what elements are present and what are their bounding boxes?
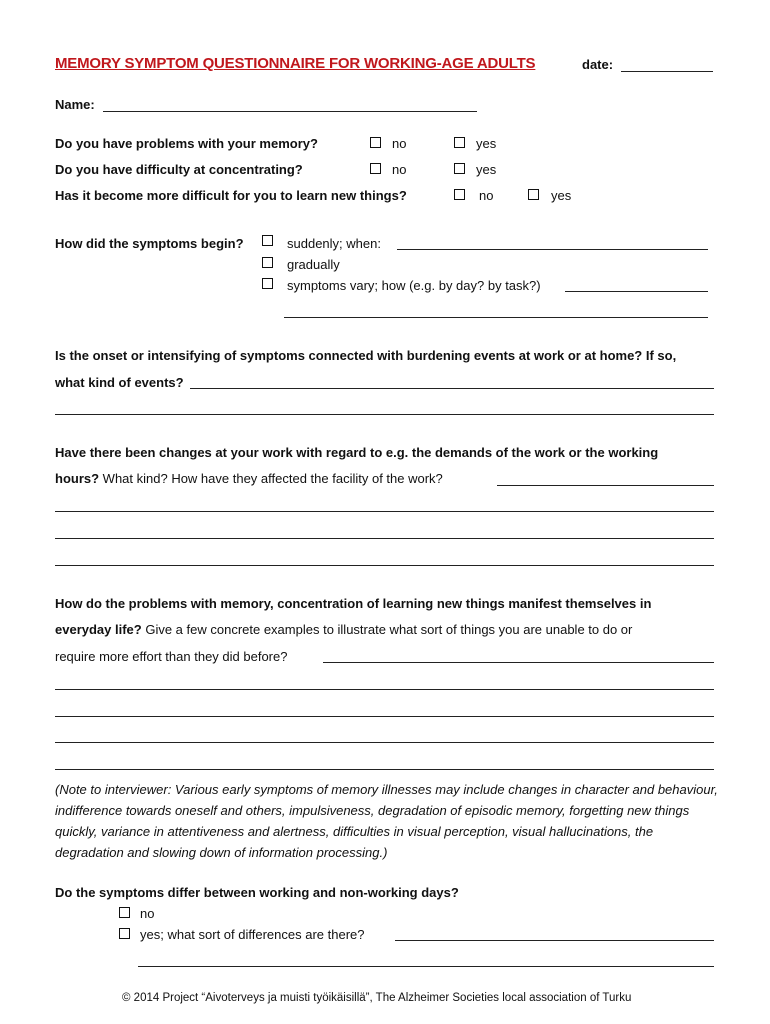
work-answer-line[interactable] — [55, 511, 714, 512]
name-label: Name: — [55, 97, 95, 112]
everyday-answer-line[interactable] — [55, 716, 714, 717]
question-begin: How did the symptoms begin? — [55, 236, 244, 251]
question-memory: Do you have problems with your memory? — [55, 136, 318, 151]
begin-vary-label: symptoms vary; how (e.g. by day? by task?) — [287, 278, 541, 293]
date-field[interactable] — [621, 71, 713, 72]
question-everyday-cont2: require more effort than they did before? — [55, 649, 288, 664]
begin-suddenly-field[interactable] — [397, 249, 708, 250]
days-answer-line[interactable] — [395, 940, 714, 941]
onset-answer-line[interactable] — [190, 388, 714, 389]
question-everyday: How do the problems with memory, concentration of learning new things manifest themselves in — [55, 596, 652, 611]
question-work-rest: What kind? How have they affected the facility of the work? — [99, 471, 443, 486]
question-everyday-bold: everyday life? — [55, 622, 142, 637]
days-yes-label: yes; what sort of differences are there? — [140, 927, 365, 942]
question-work-bold: hours? — [55, 471, 100, 486]
memory-yes-label: yes — [476, 136, 497, 151]
work-answer-line[interactable] — [497, 485, 714, 486]
begin-gradually-label: gradually — [287, 257, 340, 272]
memory-yes-checkbox[interactable] — [454, 137, 465, 148]
learning-no-checkbox[interactable] — [454, 189, 465, 200]
concentrating-yes-label: yes — [476, 162, 497, 177]
work-answer-line[interactable] — [55, 565, 714, 566]
onset-answer-line[interactable] — [55, 414, 714, 415]
date-label: date: — [582, 57, 614, 72]
interviewer-note: (Note to interviewer: Various early symptoms of memory illnesses may include changes in character and behaviour, indifference towards oneself and others, impulsiveness, degradation of episodic memory, forgetting new things quickly, variance in attentiveness and alertness, difficulties in visual perception, visual hallucinations, the degradation and slowing down of information processing.) — [55, 782, 718, 860]
question-work-cont — [55, 471, 443, 486]
begin-vary-field[interactable] — [565, 291, 708, 292]
question-everyday-cont — [55, 622, 632, 637]
question-concentrating: Do you have difficulty at concentrating? — [55, 162, 303, 177]
question-onset-cont: what kind of events? — [55, 375, 184, 390]
concentrating-no-checkbox[interactable] — [370, 163, 381, 174]
everyday-answer-line[interactable] — [323, 662, 714, 663]
footer-copyright: © 2014 Project “Aivoterveys ja muisti työikäisillä”, The Alzheimer Societies local association of Turku — [122, 992, 632, 1004]
days-no-checkbox[interactable] — [119, 907, 130, 918]
begin-gradually-checkbox[interactable] — [262, 257, 273, 268]
concentrating-yes-checkbox[interactable] — [454, 163, 465, 174]
begin-extra-line[interactable] — [284, 317, 708, 318]
memory-no-label: no — [392, 136, 407, 151]
days-no-label: no — [140, 906, 155, 921]
everyday-answer-line[interactable] — [55, 742, 714, 743]
question-onset: Is the onset or intensifying of symptoms connected with burdening events at work or at home? If so, — [55, 348, 677, 363]
memory-no-checkbox[interactable] — [370, 137, 381, 148]
question-everyday-rest: Give a few concrete examples to illustrate what sort of things you are unable to do or — [141, 622, 633, 637]
begin-suddenly-checkbox[interactable] — [262, 235, 273, 246]
days-answer-line[interactable] — [138, 966, 714, 967]
begin-suddenly-label: suddenly; when: — [287, 236, 381, 251]
learning-yes-label: yes — [551, 188, 572, 203]
form-title: MEMORY SYMPTOM QUESTIONNAIRE FOR WORKING-AGE ADULTS — [55, 55, 536, 72]
name-field[interactable] — [103, 111, 477, 112]
begin-vary-checkbox[interactable] — [262, 278, 273, 289]
everyday-answer-line[interactable] — [55, 769, 714, 770]
days-yes-checkbox[interactable] — [119, 928, 130, 939]
learning-no-label: no — [479, 188, 494, 203]
everyday-answer-line[interactable] — [55, 689, 714, 690]
learning-yes-checkbox[interactable] — [528, 189, 539, 200]
concentrating-no-label: no — [392, 162, 407, 177]
question-work: Have there been changes at your work with regard to e.g. the demands of the work or the working — [55, 445, 659, 460]
work-answer-line[interactable] — [55, 538, 714, 539]
question-learning: Has it become more difficult for you to learn new things? — [55, 188, 407, 203]
question-days: Do the symptoms differ between working and non-working days? — [55, 885, 459, 900]
